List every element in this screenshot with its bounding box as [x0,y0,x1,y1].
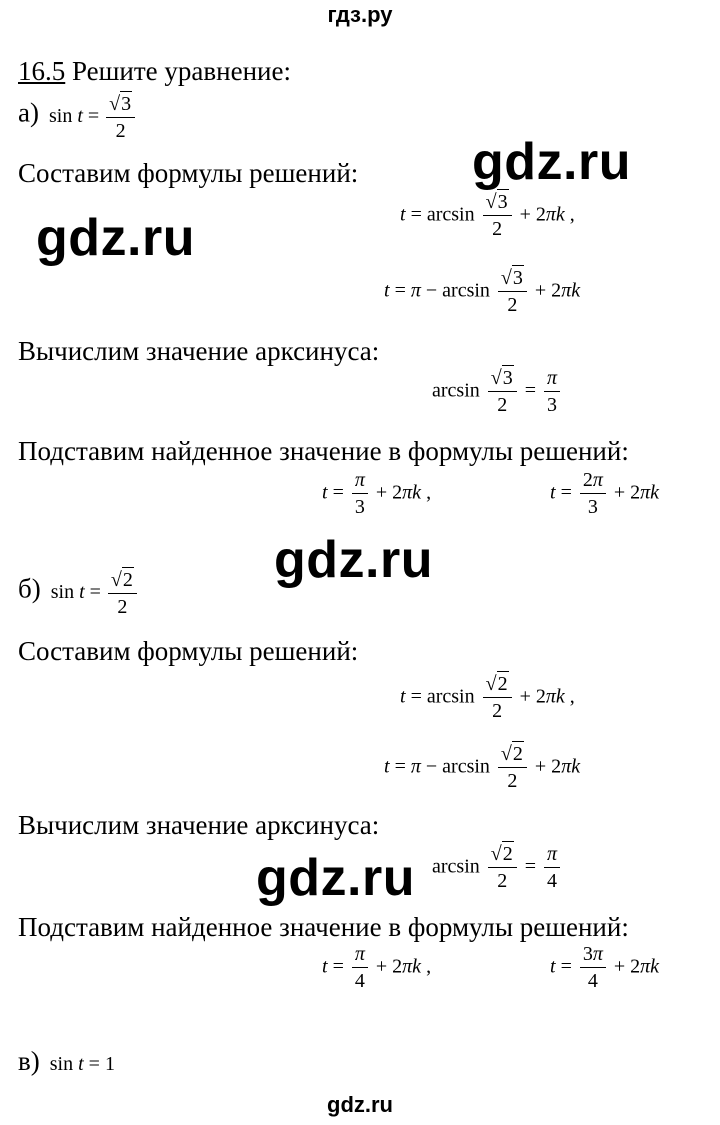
part-a-equation: а) sin t = $\frac{√3}{2}$ [18,94,138,142]
part-a-label: а) [18,97,39,128]
part-c-equation: в) sin t = 1 [18,1046,115,1076]
task-statement: Решите уравнение: [72,56,291,86]
site-footer: gdz.ru [327,1092,393,1117]
formula-a1: t = arcsin $\frac{√3}{2}$ + 2πk , [400,191,575,240]
formula-b2: t = π − arcsin $\frac{√2}{2}$ + 2πk [384,743,581,792]
watermark: gdz.ru [256,849,415,907]
task-title [18,58,291,85]
solution-a2: t = $\frac{2\pi}{3}$ + 2πk [550,469,660,518]
formula-b1: t = arcsin $\frac{√2}{2}$ + 2πk , [400,673,575,722]
compose-text-b: Составим формулы решений: [18,636,359,666]
compute-text-a: Вычислим значение арксинуса: [18,336,380,366]
solution-b1: t = $\frac{\pi}{4}$ + 2πk , [322,943,432,992]
task-number: 16.5 [18,56,66,86]
arcsin-value-b: arcsin $\frac{√2}{2}$ = $\frac{\pi}{4}$ [432,844,563,892]
solution-b2: t = $\frac{3\pi}{4}$ + 2πk [550,943,660,992]
watermark: gdz.ru [36,209,195,267]
part-b-label: б) [18,573,41,604]
fraction: $\frac{√3}{2}$ [106,94,135,142]
compose-text-a: Составим формулы решений: [18,158,359,188]
part-c-label: в) [18,1046,40,1076]
arcsin-value-a: arcsin $\frac{√3}{2}$ = $\frac{\pi}{3}$ [432,368,563,416]
watermark: gdz.ru [472,133,631,191]
solution-a1: t = $\frac{\pi}{3}$ + 2πk , [322,469,432,518]
part-b-equation: б) sin t = $\frac{√2}{2}$ [18,570,140,618]
substitute-text-b: Подставим найденное значение в формулы решений: [18,912,629,942]
site-header: гдз.ру [327,2,393,27]
watermark: gdz.ru [274,531,433,589]
formula-a2: t = π − arcsin $\frac{√3}{2}$ + 2πk [384,267,581,316]
compute-text-b: Вычислим значение арксинуса: [18,810,380,840]
substitute-text-a: Подставим найденное значение в формулы решений: [18,436,629,466]
